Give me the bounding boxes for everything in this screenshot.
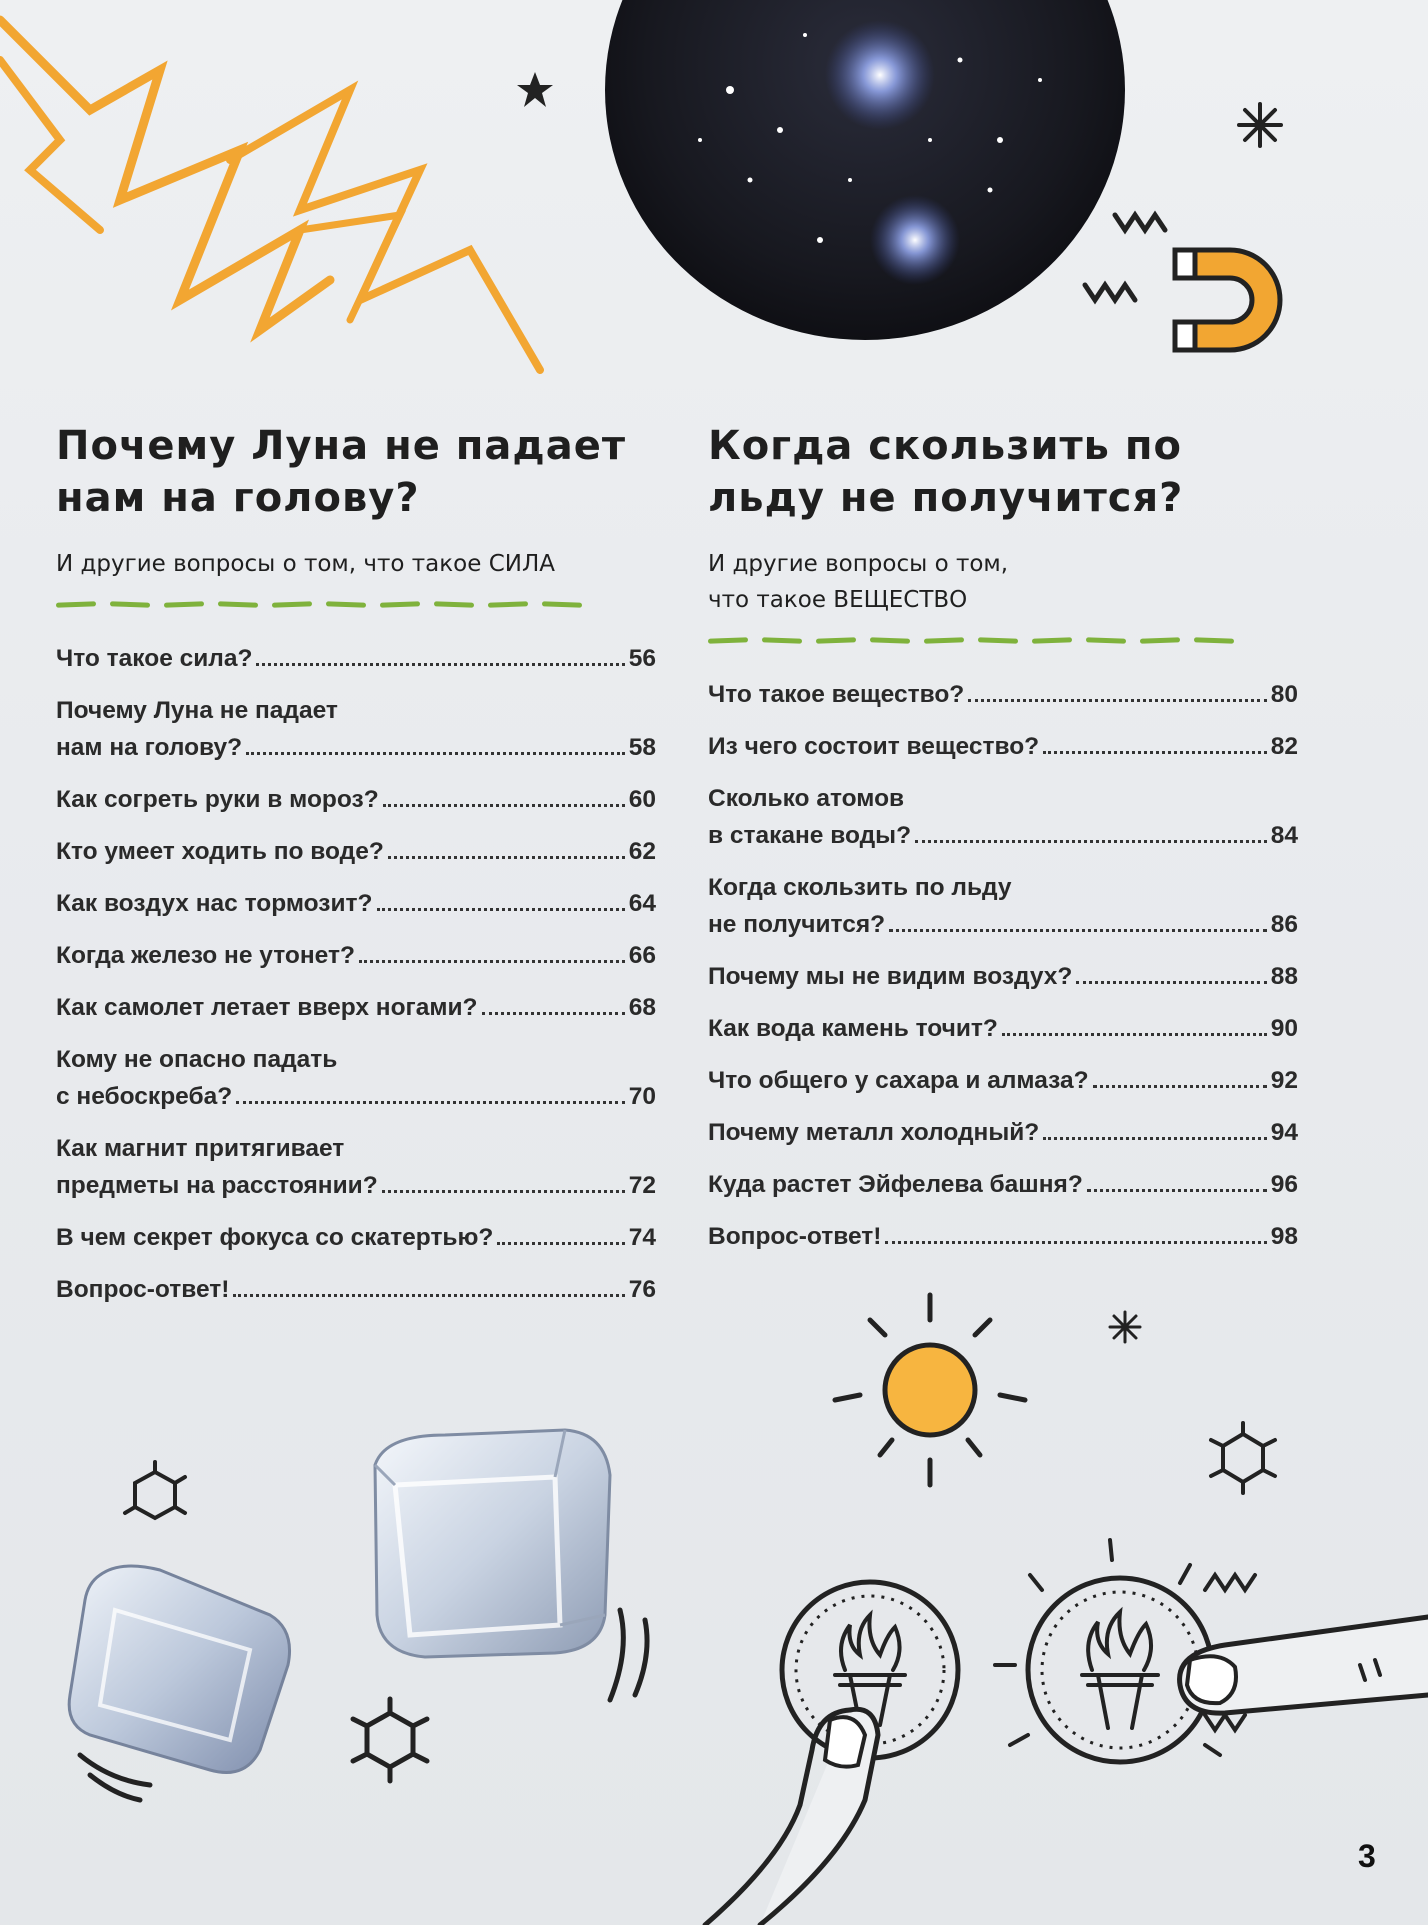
toc-leader-dots	[1076, 981, 1266, 984]
toc-page-number: 74	[628, 1224, 656, 1251]
toc-page-number: 98	[1270, 1223, 1298, 1250]
toc-entry-title: Как воздух нас тормозит?	[56, 890, 373, 917]
section-title-substance: Когда скользить по льду не получится?	[708, 423, 1184, 521]
toc-entry	[56, 937, 656, 974]
lightning-icon	[0, 0, 560, 400]
toc-entry	[56, 640, 656, 677]
toc-entry	[708, 958, 1298, 995]
toc-page-number: 94	[1270, 1119, 1298, 1146]
toc-entry	[56, 1219, 656, 1256]
toc-entry-title: Куда растет Эйфелева башня?	[708, 1171, 1083, 1198]
toc-leader-dots	[889, 929, 1267, 932]
toc-page-number: 70	[628, 1083, 656, 1110]
right-toc-column	[708, 420, 1298, 1270]
toc-leader-dots	[1087, 1189, 1267, 1192]
green-dashed-divider	[708, 638, 1298, 648]
toc-entry	[56, 1271, 656, 1308]
toc-entry	[56, 692, 656, 766]
toc-page-number: 90	[1270, 1015, 1298, 1042]
toc-leader-dots	[382, 1190, 625, 1193]
toc-leader-dots	[236, 1101, 625, 1104]
toc-leader-dots	[388, 856, 625, 859]
snowflake-star-icon	[1108, 1310, 1142, 1344]
toc-list-substance	[708, 676, 1298, 1255]
section-subtitle-substance: И другие вопросы о том, что такое ВЕЩЕСТВО	[708, 551, 1009, 613]
page-number: 3	[1358, 1838, 1376, 1874]
toc-entry-title: с небоскреба?	[56, 1083, 233, 1110]
toc-entry-title: предметы на расстоянии?	[56, 1172, 378, 1199]
toc-entry-title: Кому не опасно падать	[56, 1046, 338, 1073]
toc-entry	[708, 1166, 1298, 1203]
molecule-icon	[345, 1695, 435, 1785]
toc-entry-title: не получится?	[708, 911, 886, 938]
star-icon	[515, 70, 555, 110]
sun-icon	[830, 1290, 1030, 1490]
magnet-icon	[1080, 200, 1300, 360]
toc-entry-title: в стакане воды?	[708, 822, 912, 849]
toc-entry-title: Из чего состоит вещество?	[708, 733, 1040, 760]
toc-entry	[56, 989, 656, 1026]
toc-entry-title: Что такое сила?	[56, 645, 253, 672]
toc-leader-dots	[246, 752, 625, 755]
toc-page-number: 82	[1270, 733, 1298, 760]
toc-entry-title: Сколько атомов	[708, 785, 905, 812]
toc-entry	[708, 1062, 1298, 1099]
toc-list-force	[56, 640, 656, 1308]
toc-leader-dots	[1093, 1085, 1267, 1088]
space-sphere	[600, 0, 1130, 350]
toc-page-number: 68	[628, 994, 656, 1021]
toc-entry	[56, 885, 656, 922]
toc-leader-dots	[915, 840, 1267, 843]
toc-entry	[708, 780, 1298, 854]
toc-entry-title: Почему Луна не падает	[56, 697, 338, 724]
molecule-icon	[120, 1460, 190, 1530]
toc-page-number: 84	[1270, 822, 1298, 849]
toc-entry-title: Почему металл холодный?	[708, 1119, 1040, 1146]
toc-leader-dots	[482, 1012, 625, 1015]
toc-entry	[56, 833, 656, 870]
toc-page-number: 88	[1270, 963, 1298, 990]
toc-leader-dots	[1002, 1033, 1267, 1036]
left-toc-column	[56, 420, 656, 1323]
green-dashed-divider	[56, 602, 656, 612]
toc-page-number: 72	[628, 1172, 656, 1199]
toc-leader-dots	[233, 1294, 624, 1297]
toc-page-number: 64	[628, 890, 656, 917]
toc-entry-title: Почему мы не видим воздух?	[708, 963, 1073, 990]
toc-entry-title: Что общего у сахара и алмаза?	[708, 1067, 1089, 1094]
molecule-icon	[1205, 1420, 1281, 1496]
toc-leader-dots	[497, 1242, 624, 1245]
toc-entry	[56, 781, 656, 818]
toc-page-number: 58	[628, 734, 656, 761]
toc-entry-title: Когда скользить по льду	[708, 874, 1012, 901]
toc-page-number: 86	[1270, 911, 1298, 938]
toc-entry-title: Как магнит притягивает	[56, 1135, 345, 1162]
toc-entry-title: Вопрос-ответ!	[56, 1276, 230, 1303]
toc-leader-dots	[383, 804, 625, 807]
snowflake-star-icon	[1235, 100, 1285, 150]
toc-entry-title: Когда железо не утонет?	[56, 942, 355, 969]
toc-entry-title: Как самолет летает вверх ногами?	[56, 994, 478, 1021]
toc-entry-title: В чем секрет фокуса со скатертью?	[56, 1224, 494, 1251]
toc-entry-title: Кто умеет ходить по воде?	[56, 838, 384, 865]
ice-cube	[365, 1425, 625, 1665]
toc-entry	[56, 1130, 656, 1204]
toc-page-number: 56	[628, 645, 656, 672]
toc-page-number: 66	[628, 942, 656, 969]
toc-entry	[708, 869, 1298, 943]
toc-entry	[708, 676, 1298, 713]
finger	[700, 1690, 910, 1925]
toc-leader-dots	[1043, 751, 1267, 754]
section-title-force: Почему Луна не падает нам на голову?	[56, 423, 627, 521]
motion-lines	[600, 1600, 660, 1720]
toc-leader-dots	[359, 960, 625, 963]
toc-leader-dots	[1043, 1137, 1266, 1140]
toc-page-number: 80	[1270, 681, 1298, 708]
motion-lines	[75, 1745, 155, 1805]
toc-entry-title: Как вода камень точит?	[708, 1015, 998, 1042]
toc-entry	[708, 1218, 1298, 1255]
toc-entry	[708, 728, 1298, 765]
toc-page-number: 92	[1270, 1067, 1298, 1094]
toc-page-number: 96	[1270, 1171, 1298, 1198]
toc-entry-title: Вопрос-ответ!	[708, 1223, 882, 1250]
toc-entry	[56, 1041, 656, 1115]
toc-page-number: 60	[628, 786, 656, 813]
toc-leader-dots	[377, 908, 625, 911]
section-subtitle-force: И другие вопросы о том, что такое СИЛА	[56, 551, 555, 577]
toc-page-number: 76	[628, 1276, 656, 1303]
toc-entry	[708, 1114, 1298, 1151]
toc-page-number: 62	[628, 838, 656, 865]
toc-entry-title: Как согреть руки в мороз?	[56, 786, 379, 813]
finger	[1165, 1605, 1428, 1745]
toc-entry	[708, 1010, 1298, 1047]
toc-leader-dots	[256, 663, 624, 666]
toc-entry-title: Что такое вещество?	[708, 681, 965, 708]
toc-entry-title: нам на голову?	[56, 734, 243, 761]
toc-leader-dots	[885, 1241, 1266, 1244]
toc-leader-dots	[968, 699, 1266, 702]
